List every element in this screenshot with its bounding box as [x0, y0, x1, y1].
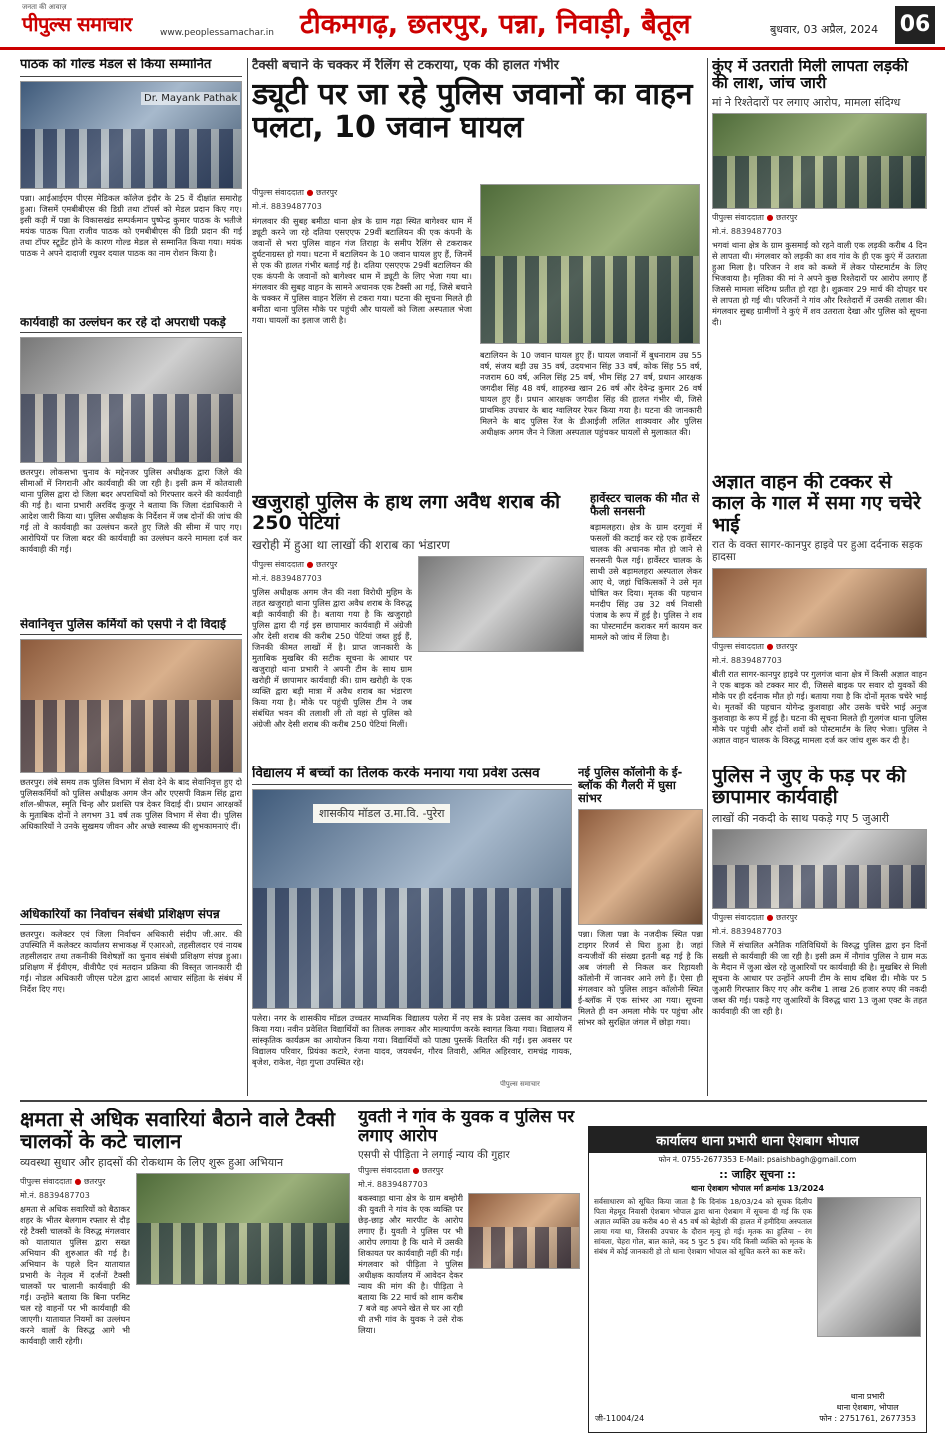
mobile-number: मो.नं. 8839487703: [252, 573, 322, 583]
lead-left: [252, 184, 472, 486]
story-headline: विद्यालय में बच्चों का तिलक करके मनाया गया प्रवेश उत्सव: [252, 766, 572, 785]
notice-title: :: जाहिर सूचना ::: [719, 1168, 796, 1181]
lead-kicker: टैक्सी बचाने के चक्कर में रैलिंग से टकराया, एक की हालत गंभीर: [252, 58, 559, 73]
byline: पीपुल्स संवाददाता ● छतरपुर: [712, 212, 798, 222]
mobile-number: मो.नं. 8839487703: [712, 926, 782, 936]
story-body: भगवां थाना क्षेत्र के ग्राम कुसमाई को रहने वाली एक लड़की करीब 4 दिन से लापता थी। मंगलवार को लड़की का शव गांव के ही एक कुएं में उतराता हुआ मिला है। परिजन ने शव को कब्जे में लेकर पोस्टमार्टम के लिए भिजवाया है। मृतिका की मां ने अपने कुछ रिश्तेदारों पर आरोप लगाए हैं जिससे मामला संदिग्ध प्रतीत हो रहा है। शुक्रवार 29 मार्च की दोपहर घर से लापता हो गई थी। परिजनों ने गांव और रिश्तेदारों में उसकी तलाश की। मंगलवार सुबह ग्रामीणों ने कुएं में शव उतराता देखा और पुलिस को सूचना दी।: [712, 239, 927, 327]
taxi-photo: [136, 1173, 350, 1285]
story-sambar: [578, 766, 703, 1096]
notice-code: जी-11004/24: [595, 1414, 645, 1423]
byline: पीपुल्स संवाददाता ● छतरपुर: [358, 1165, 444, 1175]
byline: पीपुल्स संवाददाता ● छतरपुर: [20, 1176, 106, 1186]
notice-signer: थाना प्रभारी थाना ऐशबाग, भोपाल फोन : 2751761, 2677353: [819, 1392, 916, 1423]
story-body: बड़ामलहरा। क्षेत्र के ग्राम दरगुवां में फसलों की कटाई कर रहे एक हार्वेस्टर चालक की अचानक मौत हो जाने से सनसनी फैल गई। हार्वेस्टर चालक के साथी उसे बड़ामलहरा अस्पताल लेकर आए थे, जहां चिकित्सकों ने उसे मृत घोषित कर दिया। मृतक की पहचान मनदीप सिंह उम्र 32 वर्ष निवासी पंजाब के रूप में हुई है। पुलिस ने शव का पोस्टमार्टम कराकर मर्ग कायम कर मामले को जांच में लिया है।: [590, 521, 702, 642]
story-headline: कार्यवाही का उल्लंघन कर रहे दो अपराधी पकड़े: [20, 316, 242, 333]
story-body: छतरपुर। कलेक्टर एवं जिला निर्वाचन अधिकारी संदीप जी.आर. की उपस्थिति में कलेक्टर कार्यालय सभाकक्ष में एआरओ, तहसीलदार एवं नायब तहसीलदार तथा तकनीकी विशेषज्ञों का चुनाव संबंधी प्रशिक्षण संपन्न हुआ। प्रशिक्षण में ईवीएम, वीवीपैट एवं मतदान प्रक्रिया की विस्तृत जानकारी दी गई। नोडल अधिकारी जीएस पटेल द्वारा आदर्श आचार संहिता के संबंध में निर्देश दिए गए।: [20, 929, 242, 995]
sambar-photo: [578, 809, 703, 925]
story-well: [712, 58, 927, 468]
lead-continued: [480, 350, 702, 488]
well-photo: [712, 113, 927, 209]
issue-date: बुधवार, 03 अप्रैल, 2024: [770, 23, 879, 36]
photo-credit: पीपुल्स समाचार: [500, 1080, 540, 1088]
byline: पीपुल्स संवाददाता ● छतरपुर: [252, 188, 338, 197]
story-headline: कुंए में उतराती मिली लापता लड़की की लाश, जांच जारी: [712, 58, 908, 93]
lead-body: मंगलवार की सुबह बमीठा थाना क्षेत्र के ग्राम गढ़ा स्थित बागेश्वर धाम में ड्यूटी करने जा रहे दतिया एसएएफ 29वीं बटालियन की एक कंपनी के जवानों से भरा पुलिस वाहन गंज तिराहा के समीप रैलिंग से टकराकर दुर्घटनाग्रस्त हो गया। घटना में बटालियन के 10 जवान घायल हुए हैं, जिनमें से एक की हालत गंभीर बताई गई है। दतिया एसएएफ 29वीं बटालियन की एक कंपनी के जवानों को बागेश्वर धाम में ड्यूटी के लिए भेजा गया था। मंगलवार की सुबह वाहन के सामने अचानक एक टैक्सी आ गई, जिसे बचाने के चक्कर में पुलिस वाहन रैलिंग से टकरा गया। घटना की सूचना मिलते ही बमीठा थाना पुलिस मौके पर पहुंची और घायलों को जिला अस्पताल भेजा गया। घायलों का इलाज जारी है।: [252, 216, 472, 325]
story-headline: खजुराहो पुलिस के हाथ लगा अवैध शराब की 250 पेटियां: [252, 492, 561, 535]
logo-tagline: जनता की आवाज़: [22, 3, 67, 11]
story-body: बीती रात सागर-कानपुर हाइवे पर गुलगंज थाना क्षेत्र में किसी अज्ञात वाहन ने एक बाइक को टक्कर मार दी, जिससे बाइक पर सवार दो युवकों की मौके पर ही दर्दनाक मौत हो गई। बताया गया है कि दोनों मृतक चचेरे भाई थे। मृतकों की पहचान योगेन्द्र कुशवाहा और उसके चचेरे भाई अनुज कुशवाहा के रूप में हुई है। घटना की सूचना मिलते ही गुलगंज थाना पुलिस मौके पर पहुंची और दोनों शवों को पोस्टमार्टम के लिए भेजा। पुलिस ने अज्ञात वाहन चालक के विरुद्ध मामला दर्ज कर जांच शुरू कर दी है।: [712, 668, 927, 745]
region-title: टीकमगढ़, छतरपुर, पन्ना, निवाड़ी, बैतूल: [300, 9, 691, 40]
award-photo: [20, 81, 242, 189]
mobile-number: मो.नं. 8839487703: [20, 1190, 90, 1200]
masthead: [0, 0, 945, 50]
notice-ref: थाना ऐशबाग भोपाल मर्ग क्रमांक 13/2024: [690, 1184, 825, 1193]
victims-photo: [712, 568, 927, 638]
story-two-criminals: [20, 316, 242, 614]
story-headline: पुलिस ने जुए के फड़ पर की छापामार कार्यवाही: [712, 766, 906, 809]
school-photo: [252, 789, 572, 1009]
complaint-photo: [468, 1193, 580, 1269]
story-headline: नई पुलिस कॉलोनी के ई-ब्लॉक की गैलरी में घुसा सांभर: [578, 766, 683, 805]
mobile-number: मो.नं. 8839487703: [712, 226, 782, 236]
story-harvester: [590, 492, 702, 762]
story-school: [252, 766, 572, 1096]
story-headline: अधिकारियों का निर्वाचन संबंधी प्रशिक्षण संपन्न: [20, 908, 242, 925]
story-headline: सेवानिवृत्त पुलिस कर्मियों को एसपी ने दी विदाई: [20, 618, 242, 635]
story-headline: युवती ने गांव के युवक व पुलिस पर लगाए आरोप: [358, 1108, 575, 1147]
story-retirement: [20, 618, 242, 904]
banner-text: Dr. Mayank Pathak: [141, 92, 240, 105]
notice-body: सर्वसाधारण को सूचित किया जाता है कि दिनांक 18/03/24 को सूचक दिलीप पिता मेहमूद निवासी ऐशबाग भोपाल द्वारा थाना ऐशबाग में सूचना दी गई कि एक अज्ञात व्यक्ति उम्र करीब 40 से 45 वर्ष को बेहोशी की हालत में हमीदिया अस्पताल लाया गया था, जिसकी उपचार के दौरान मृत्यु हो गई। मृतक का हुलिया – रंग सांवला, चेहरा गोल, बाल काले, कद 5 फुट 5 इंच। यदि किसी व्यक्ति को मृतक के संबंध में कोई जानकारी हो तो थाना ऐशबाग भोपाल को सूचित करने का कष्ट करें।: [594, 1197, 812, 1256]
page-number: 06: [895, 6, 935, 44]
byline: पीपुल्स संवाददाता ● छतरपुर: [252, 559, 338, 569]
farewell-photo: [20, 639, 242, 773]
story-headline: अज्ञात वाहन की टक्कर से काल के गाल में समा गए चचेरे भाई: [712, 472, 921, 536]
story-body: पन्ना। जिला पन्ना के नजदीक स्थित पन्ना टाइगर रिजर्व से घिरा हुआ है। जहां वन्यजीवों की संख्या इतनी बढ़ गई है कि अब जंगली से निकल कर रिहायशी कॉलोनी में जानवर आने लगे हैं। ऐसा ही मंगलवार को पुलिस लाइन कॉलोनी स्थित ई-ब्लॉक में एक सांभर आ गया। सूचना मिलते ही वन अमला मौके पर पहुंचा और सांभर को सुरक्षित जंगल में छोड़ा गया।: [578, 928, 703, 1027]
newspaper-logo: पीपुल्स समाचार: [22, 12, 132, 36]
story-subhead: रात के वक्त सागर-कानपुर हाइवे पर हुआ दर्दनाक सड़क हादसा: [712, 538, 923, 564]
story-training: [20, 908, 242, 1096]
story-subhead: व्यवस्था सुधार और हादसों की रोकथाम के लिए शुरू हुआ अभियान: [20, 1155, 284, 1169]
gamblers-photo: [712, 829, 927, 909]
story-body: छतरपुर। लंबे समय तक पुलिस विभाग में सेवा देने के बाद सेवानिवृत्त हुए दो पुलिसकर्मियों को पुलिस अधीक्षक अगम जैन और एएसपी विक्रम सिंह द्वारा शॉल-श्रीफल, स्मृति चिन्ह और प्रशस्ति पत्र देकर विदाई दी। प्रधान आरक्षकों के मुताबिक दोनों ने लगभग 31 वर्ष तक पुलिस विभाग में सेवा दी। पुलिस अधिकारियों ने उनके सुखमय जीवन और अच्छे स्वास्थ्य की शुभकामनाएं दीं।: [20, 777, 242, 832]
story-youth: [358, 1108, 580, 1433]
police-photo: [20, 337, 242, 463]
story-subhead: मां ने रिश्तेदारों पर लगाए आरोप, मामला संदिग्ध: [712, 95, 901, 109]
story-body: पुलिस अधीक्षक अगम जैन की नशा विरोधी मुहिम के तहत खजुराहो थाना पुलिस द्वारा अवैध शराब के विरुद्ध बड़ी कार्यवाही की है। बताया गया है कि खजुराहो पुलिस द्वारा दी गई इस छापामार कार्यवाही में अंग्रेजी और देसी शराब की करीब 250 पेटियां जब्त हुई हैं, जिनकी कीमत लाखों में है। प्राप्त जानकारी के मुताबिक मुखबिर की सटीक सूचना के आधार पर खजुराहो थाना प्रभारी ने अपनी टीम के साथ ग्राम खरोही में छापामार कार्यवाही की। ग्राम खरोही के एक व्यक्ति द्वारा बड़ी मात्रा में अवैध शराब का भंडारण किया गया है। मौके पर पहुंची पुलिस टीम ने जब संबंधित भवन की तलाशी ली तो वहां से पुलिस को अंग्रेजी और देसी शराब की करीब 250 पेटियां मिलीं।: [252, 586, 412, 729]
story-body: जिले में संचालित अनैतिक गतिविधियों के विरुद्ध पुलिस द्वारा इन दिनों सख्ती से कार्यवाही की जा रही है। इसी क्रम में नौगांव पुलिस ने ग्राम मऊ के मैदान में जुआ खेल रहे जुआरियों पर कार्यवाही की है। मुखबिर से मिली सूचना के आधार पर उन्होंने अपनी टीम के साथ दबिश दी। मौके पर 5 जुआरी गिरफ्तार किए गए और करीब 1 लाख 26 हजार रुपए की नकदी जब्त की गई। पकड़े गए जुआरियों के विरुद्ध धारा 13 जुआ एक्ट के तहत कार्यवाही की जा रही है।: [712, 939, 927, 1016]
story-subhead: खरोही में हुआ था लाखों की शराब का भंडारण: [252, 537, 450, 552]
notice-contact: फोन नं. 0755-2677353 E-Mail: psaishbagh@gmail.com: [658, 1155, 857, 1164]
story-headline: पाठक को गोल्ड मेडल से किया सम्मानित: [20, 58, 242, 77]
story-gold-medal: [20, 58, 242, 313]
mobile-number: मो.नं. 8839487703: [712, 655, 782, 665]
story-body: क्षमता से अधिक सवारियों को बैठाकर शहर के भीतर बेलगाम रफ्तार से दौड़ रहे टैक्सी चालकों के विरुद्ध मंगलवार को यातायात पुलिस द्वारा सख्त अभियान की शुरुआत की गई है। अभियान के पहले दिन यातायात प्रभारी के नेतृत्व में दर्जनों टैक्सी चालकों पर चालानी कार्यवाही की गई। उन्होंने बताया कि बिना परमिट चल रहे वाहनों पर भी कार्यवाही की जाएगी। यातायात नियमों का उल्लंघन करने वालों के विरुद्ध आगे भी कार्यवाही जारी रहेगी।: [20, 1203, 130, 1346]
liquor-photo: [418, 556, 584, 652]
story-cousins: [712, 472, 927, 762]
story-khajuraho: [252, 492, 584, 762]
accident-photo: [480, 184, 700, 344]
lead-body-2: बटालियन के 10 जवान घायल हुए हैं। घायल जवानों में बुधनाराम उम्र 55 वर्ष, संजय बड़ी उम्र 35 वर्ष, उदयभान सिंह 33 वर्ष, कोक सिंह 55 वर्ष, नजराम 60 वर्ष, अनिल सिंह 25 वर्ष, भीम सिंह 27 वर्ष, प्रधान आरक्षक जगदीश सिंह 48 वर्ष, शाहरुख खान 26 वर्ष और देवेन्द्र कुमार 26 वर्ष घायल हुए हैं। प्रधान आरक्षक जगदीश सिंह की हालत गंभीर थी, जिसे प्राथमिक उपचार के बाद ग्वालियर रेफर किया गया है। घटना की जानकारी मिलने के बाद पुलिस रेंज के डीआईजी ललित शाक्यवार और पुलिस अधीक्षक अगम जैन ने जिला अस्पताल पहुंचकर घायलों से मुलाकात की।: [480, 350, 702, 437]
school-sign: शासकीय मॉडल उ.मा.वि. -पुरेरा: [313, 804, 450, 823]
story-subhead: एसपी से पीड़िता ने लगाई न्याय की गुहार: [358, 1149, 510, 1162]
byline: पीपुल्स संवाददाता ● छतरपुर: [712, 912, 798, 922]
story-subhead: लाखों की नकदी के साथ पकड़े गए 5 जुआरी: [712, 811, 890, 825]
website-link[interactable]: www.peoplessamachar.in: [160, 28, 274, 38]
mobile-number: मो.नं. 8839487703: [252, 202, 322, 211]
story-gambling: [712, 766, 927, 1096]
story-body: छतरपुर। लोकसभा चुनाव के मद्देनजर पुलिस अधीक्षक द्वारा जिले की सीमाओं में निगरानी और कार्यवाही की जा रही है। इसी क्रम में कोतवाली थाना पुलिस द्वारा दो जिला बदर अपराधियों को गिरफ्तार करने की कार्यवाही की गई है। थाना प्रभारी अरविंद कुजूर ने बताया कि जिला दंडाधिकारी ने आदेश जारी किया था। पुलिस अधीक्षक के निर्देशन में जब दोनों की जांच की गई तो वे कार्यवाही का उल्लंघन करते हुए जिले की सीमा में पाए गए। आरोपियों पर जिला बदर की कार्यवाही का उल्लंघन करने मामला दर्ज कर कार्यवाही की गई।: [20, 467, 242, 555]
story-taxi: [20, 1108, 350, 1433]
deceased-photo: [817, 1197, 921, 1337]
story-body: पलेरा। नगर के शासकीय मॉडल उच्चतर माध्यमिक विद्यालय पलेरा में नए सत्र के प्रवेश उत्सव का आयोजन किया गया। नवीन प्रवेशित विद्यार्थियों का तिलक लगाकर और माल्यार्पण करके स्वागत किया गया। विद्यालय में सांस्कृतिक कार्यक्रम का आयोजन किया गया। विद्यार्थियों को पाठ्य पुस्तकें वितरित की गईं। इस अवसर पर विद्यालय परिवार, प्रियंका कटारे, रंजना यादव, जयवर्धन, गौरव तिवारी, अमित अहिरवार, रामचंद्र गायक, बृजेश, राकेश, नेहा गुप्ता उपस्थित रहे।: [252, 1013, 572, 1068]
notice-heading: कार्यालय थाना प्रभारी थाना ऐशबाग भोपाल: [589, 1127, 926, 1153]
story-body: बकस्वाहा थाना क्षेत्र के ग्राम बम्होरी की युवती ने गांव के एक व्यक्ति पर छेड़-छाड़ और मारपीट के आरोप लगाए हैं। युवती ने पुलिस पर भी आरोप लगाया है कि थाने में उसकी शिकायत पर कार्यवाही नहीं की गई। मंगलवार को पीड़िता ने पुलिस अधीक्षक कार्यालय में आवेदन देकर न्याय की मांग की है। पीड़िता ने बताया कि 22 मार्च को शाम करीब 7 बजे वह अपने खेत से घर आ रही थी तभी गांव के युवक ने उसे रोक लिया।: [358, 1192, 463, 1335]
lead-headline: ड्यूटी पर जा रहे पुलिस जवानों का वाहन पलटा, 10 जवान घायल: [252, 76, 693, 146]
byline: पीपुल्स संवाददाता ● छतरपुर: [712, 641, 798, 651]
public-notice: [588, 1126, 927, 1433]
story-body: पन्ना। आईआईएम पीएस मेडिकल कॉलेज इंदौर के 25 वें दीक्षांत समारोह हुआ। जिसमें एमबीबीएस की डिग्री तथा टॉपर्स को मेडल प्रदान किए गए। इसी कड़ी में पन्ना के विकासखंड सम्पर्कमान पुष्पेन्द्र कुमार पाठक के भतीजे मयंक पाठक पिता राजीव पाठक को एमबीबीएस की डिग्री प्रदान की गई तथा टॉपर स्टूडेंट होने के कारण गोल्ड मेडल से सम्मानित किया गया। मयंक पाठक ने अपने दादाजी रघुवर दयाल पाठक का नाम रोशन किया है।: [20, 192, 242, 258]
story-headline: हार्वेस्टर चालक की मौत से फैली सनसनी: [590, 492, 700, 518]
mobile-number: मो.नं. 8839487703: [358, 1179, 428, 1189]
story-headline: क्षमता से अधिक सवारियां बैठाने वाले टैक्सी चालकों के कटे चालान: [20, 1108, 335, 1154]
